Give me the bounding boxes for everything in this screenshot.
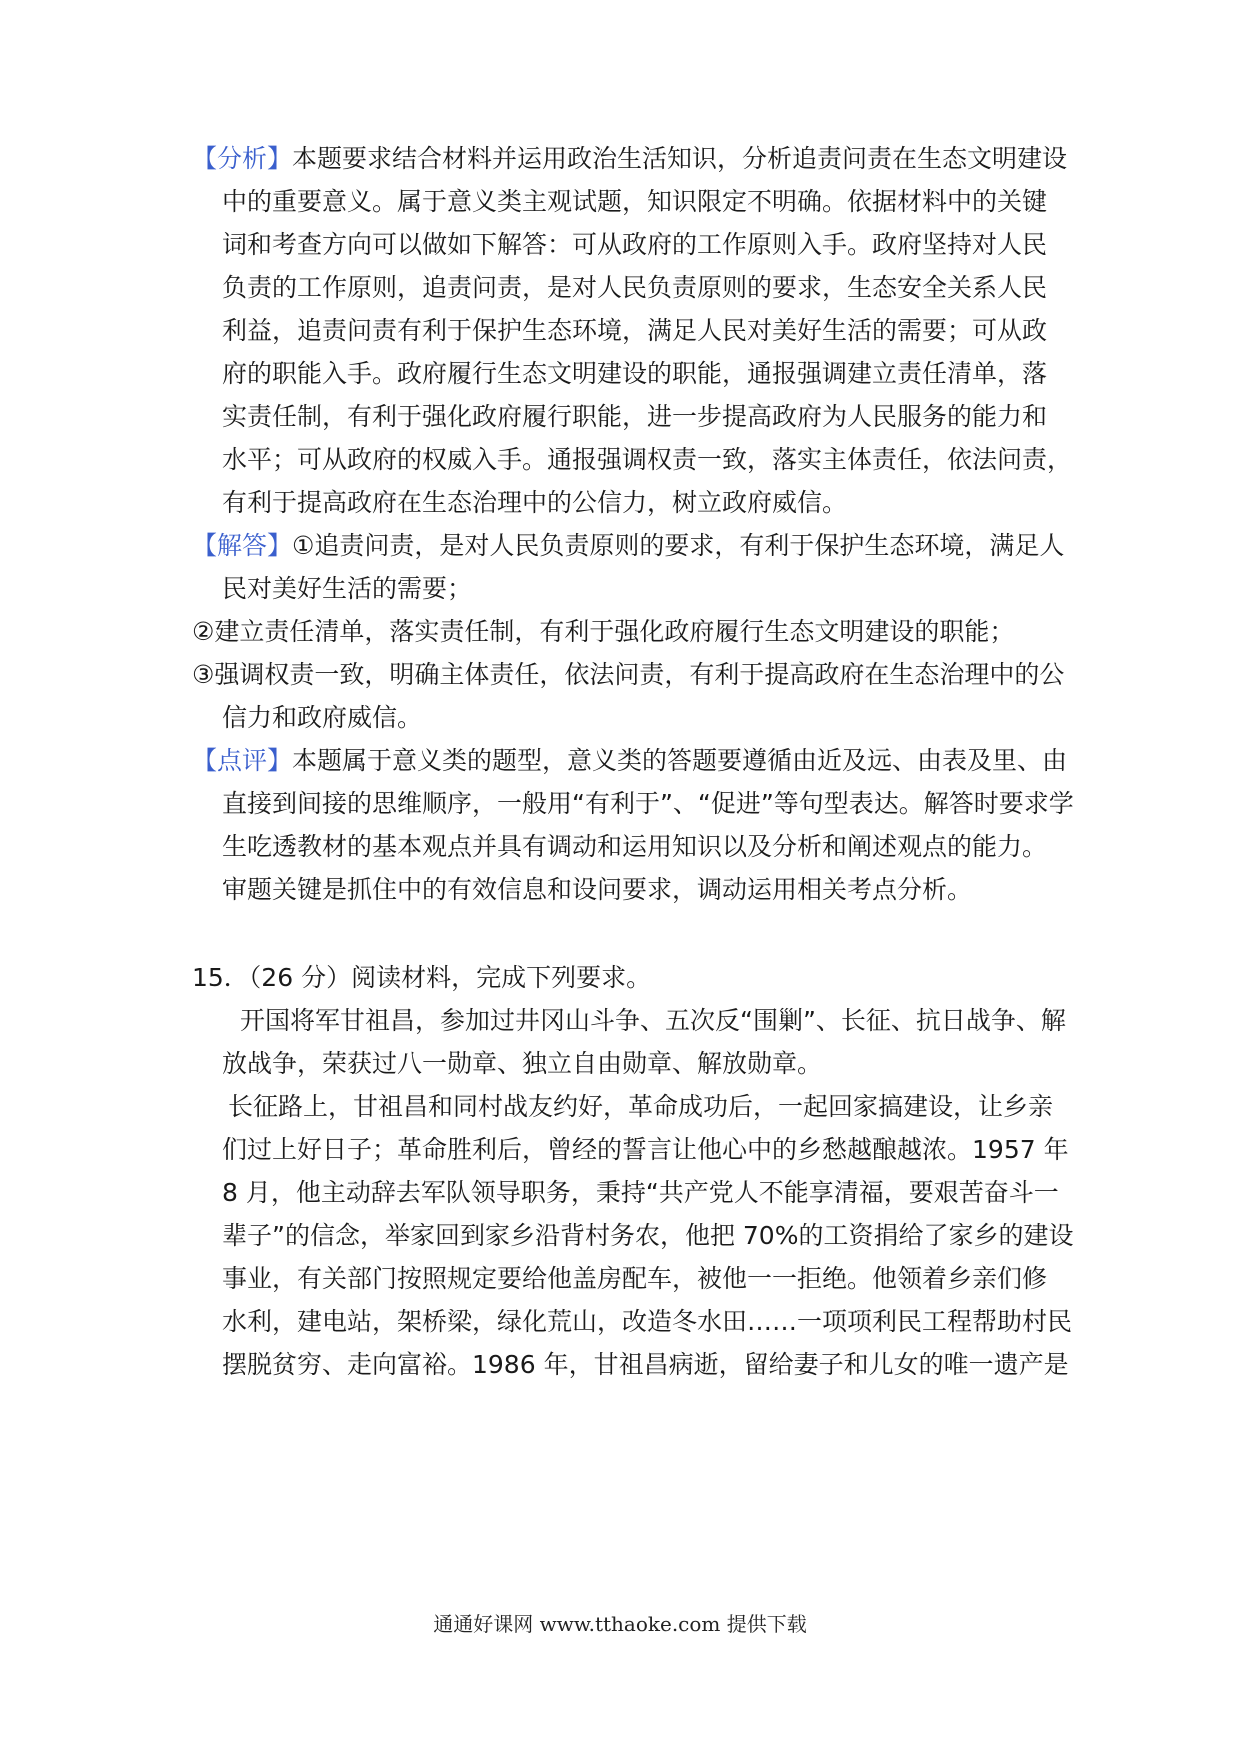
question-heading: 15．（26 分）阅读材料，完成下列要求。 [192, 963, 652, 992]
answer-line: 民对美好生活的需要； [222, 574, 473, 603]
analysis-line: 水平；可从政府的权威入手。通报强调权责一致，落实主体责任，依法问责， [222, 445, 1073, 474]
comment-tag: 【点评】 [192, 746, 293, 775]
comment-line: 生吃透教材的基本观点并具有调动和运用知识以及分析和阐述观点的能力。 [222, 832, 1048, 861]
question-material-line: 摆脱贫穷、走向富裕。1986 年，甘祖昌病逝，留给妻子和儿女的唯一遗产是 [222, 1350, 1069, 1379]
analysis-line: 负责的工作原则，追责问责，是对人民负责原则的要求，生态安全关系人民 [222, 273, 1048, 302]
comment-line: 直接到间接的思维顺序，一般用“有利于”、“促进”等句型表达。解答时要求学 [222, 789, 1074, 818]
question-material-line: 水利，建电站，架桥梁，绿化荒山，改造冬水田……一项项利民工程帮助村民 [222, 1307, 1073, 1336]
comment-line: 审题关键是抓住中的有效信息和设问要求，调动运用相关考点分析。 [222, 875, 973, 904]
comment-text: 本题属于意义类的题型，意义类的答题要遵循由近及远、由表及里、由 [292, 746, 1068, 775]
analysis-line: 有利于提高政府在生态治理中的公信力，树立政府威信。 [222, 488, 848, 517]
answer-first-line [192, 528, 1064, 564]
question-material-line: 辈子”的信念，举家回到家乡沿背村务农，他把 70%的工资捐给了家乡的建设 [222, 1221, 1074, 1250]
answer-line: 信力和政府威信。 [222, 703, 423, 732]
analysis-line: 利益，追责问责有利于保护生态环境，满足人民对美好生活的需要；可从政 [222, 316, 1048, 345]
comment-first-line [192, 743, 1067, 779]
question-material-line: 们过上好日子；革命胜利后，曾经的誓言让他心中的乡愁越酿越浓。1957 年 [222, 1135, 1069, 1164]
analysis-line: 府的职能入手。政府履行生态文明建设的职能，通报强调建立责任清单，落 [222, 359, 1048, 388]
question-material-line: 开国将军甘祖昌，参加过井冈山斗争、五次反“围剿”、长征、抗日战争、解 [240, 1006, 1066, 1035]
analysis-text: 本题要求结合材料并运用政治生活知识，分析追责问责在生态文明建设 [292, 144, 1068, 173]
answer-tag: 【解答】 [192, 531, 293, 560]
analysis-first-line [192, 141, 1067, 177]
answer-point-3: ③强调权责一致，明确主体责任，依法问责，有利于提高政府在生态治理中的公 [192, 660, 1065, 689]
question-material-line: 长征路上，甘祖昌和同村战友约好，革命成功后，一起回家搞建设，让乡亲 [228, 1092, 1054, 1121]
analysis-tag: 【分析】 [192, 144, 293, 173]
question-material-line: 放战争，荣获过八一勋章、独立自由勋章、解放勋章。 [222, 1049, 823, 1078]
analysis-line: 实责任制，有利于强化政府履行职能，进一步提高政府为人民服务的能力和 [222, 402, 1048, 431]
question-material-line: 8 月，他主动辞去军队领导职务，秉持“共产党人不能享清福，要艰苦奋斗一 [222, 1178, 1059, 1207]
question-material-line: 事业，有关部门按照规定要给他盖房配车，被他一一拒绝。他领着乡亲们修 [222, 1264, 1048, 1293]
answer-text: ①追责问责，是对人民负责原则的要求，有利于保护生态环境，满足人 [292, 531, 1065, 560]
page-footer: 通通好课网 www.tthaoke.com 提供下载 [433, 1612, 807, 1636]
analysis-line: 词和考查方向可以做如下解答：可从政府的工作原则入手。政府坚持对人民 [222, 230, 1048, 259]
analysis-line: 中的重要意义。属于意义类主观试题，知识限定不明确。依据材料中的关键 [222, 187, 1048, 216]
answer-point-2: ②建立责任清单，落实责任制，有利于强化政府履行生态文明建设的职能； [192, 617, 1015, 646]
